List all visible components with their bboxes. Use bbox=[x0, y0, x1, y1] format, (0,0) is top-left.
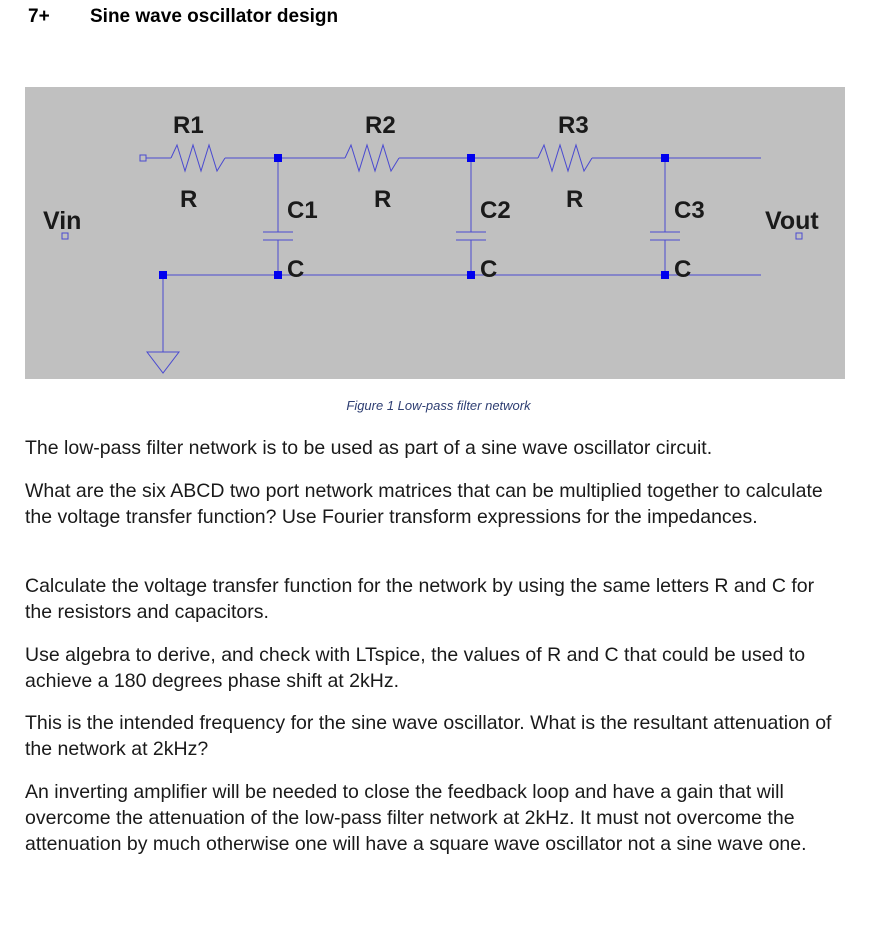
vin-port-top bbox=[140, 155, 146, 161]
paragraph-2: What are the six ABCD two port network matrices that can be multiplied together to calculate the voltage transfer function? Use Fourier transform expressions for the impedances. bbox=[25, 480, 823, 528]
resistor-r3 bbox=[538, 145, 592, 171]
paragraph-6: An inverting amplifier will be needed to close the feedback loop and have a gain that will overcome the attenuation of the low-pass filter network at 2kHz. It must not overcome the attenuation by much otherwise one will have a square wave oscillator not a sine wave one. bbox=[25, 781, 807, 855]
label-c1-value: C bbox=[287, 256, 305, 283]
node-3 bbox=[661, 154, 669, 162]
node-gnd bbox=[159, 271, 167, 279]
paragraph-5: This is the intended frequency for the sine wave oscillator. What is the resultant attenuation of the network at 2kHz? bbox=[25, 712, 832, 760]
node-2 bbox=[467, 154, 475, 162]
label-c2-value: C bbox=[480, 256, 498, 283]
label-vout: Vout bbox=[765, 207, 819, 235]
label-r2: R2 bbox=[365, 112, 396, 139]
circuit-figure bbox=[25, 87, 845, 379]
paragraph-3: Calculate the voltage transfer function for the network by using the same letters R and C for the resistors and capacitors. bbox=[25, 575, 815, 623]
label-c3: C3 bbox=[674, 197, 705, 224]
resistor-r2 bbox=[345, 145, 399, 171]
label-c2: C2 bbox=[480, 197, 511, 224]
resistor-r1 bbox=[171, 145, 225, 171]
label-c1: C1 bbox=[287, 197, 318, 224]
label-r1-value: R bbox=[180, 186, 198, 213]
label-c3-value: C bbox=[674, 256, 692, 283]
section-heading bbox=[28, 6, 338, 28]
section-number: 7+ bbox=[28, 6, 50, 27]
label-vin: Vin bbox=[43, 207, 82, 235]
label-r1: R1 bbox=[173, 112, 204, 139]
label-r2-value: R bbox=[374, 186, 392, 213]
label-r3-value: R bbox=[566, 186, 584, 213]
figure-caption: Figure 1 Low-pass filter network bbox=[346, 398, 531, 413]
paragraph-1: The low-pass filter network is to be used as part of a sine wave oscillator circuit. bbox=[25, 437, 713, 459]
section-title: Sine wave oscillator design bbox=[90, 6, 339, 27]
node-1 bbox=[274, 154, 282, 162]
node-c1-bottom bbox=[274, 271, 282, 279]
paragraph-4: Use algebra to derive, and check with LTspice, the values of R and C that could be used to achieve a 180 degrees phase shift at 2kHz. bbox=[25, 644, 806, 692]
ground-symbol bbox=[147, 352, 179, 373]
label-r3: R3 bbox=[558, 112, 589, 139]
circuit-schematic bbox=[25, 87, 845, 379]
node-c2-bottom bbox=[467, 271, 475, 279]
node-c3-bottom bbox=[661, 271, 669, 279]
